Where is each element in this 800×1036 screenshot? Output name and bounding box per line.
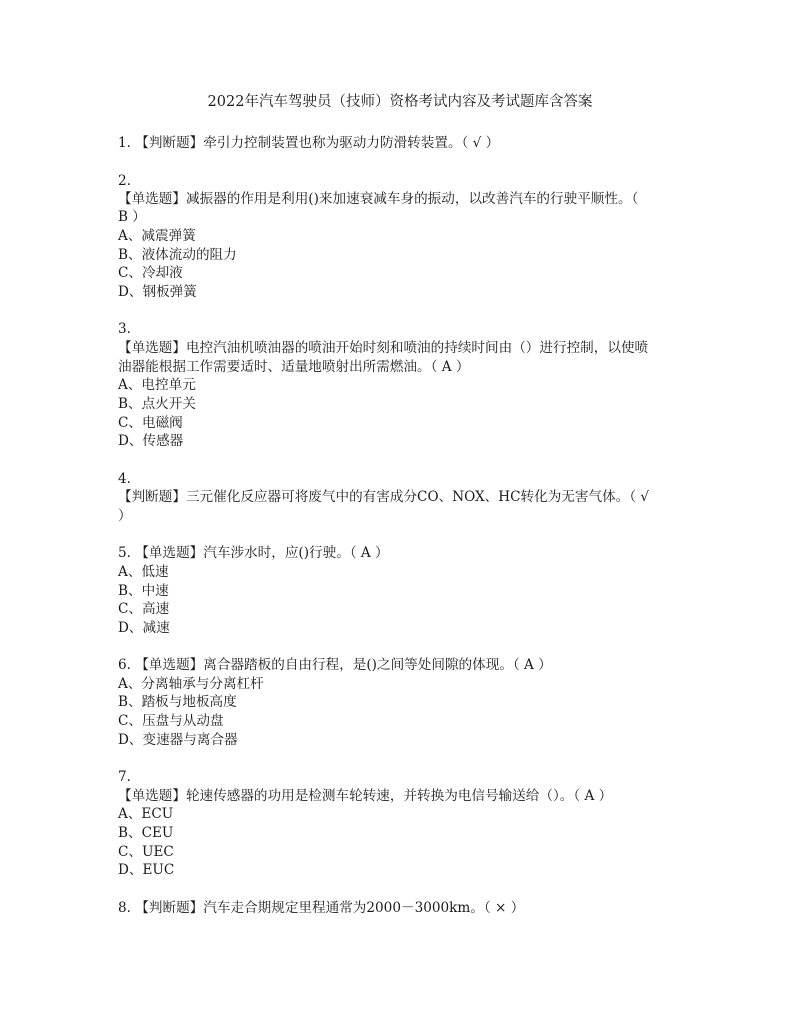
question-3-option-a: A、电控单元	[118, 377, 196, 393]
question-3-number: 3.	[118, 321, 131, 337]
question-7-option-a: A、ECU	[118, 806, 174, 822]
question-7-line-1: 【单选题】轮速传感器的功用是检测车轮转速，并转换为电信号输送给（）。（ A ）	[118, 788, 613, 804]
question-5-option-c: C、高速	[118, 601, 170, 617]
question-6-option-d: D、变速器与离合器	[118, 732, 238, 748]
question-2-line-1: 【单选题】减振器的作用是利用()来加速衰减车身的振动，以改善汽车的行驶平顺性。（	[118, 191, 639, 207]
question-3-option-b: B、点火开关	[118, 396, 196, 412]
question-5-option-d: D、减速	[118, 620, 170, 636]
question-5-line-1: 5. 【单选题】汽车涉水时，应()行驶。（ A ）	[118, 545, 389, 561]
question-1-line-1: 1. 【判断题】牵引力控制装置也称为驱动力防滑转装置。（ √ ）	[118, 135, 500, 151]
question-2-option-a: A、减震弹簧	[118, 228, 196, 244]
question-3-option-d: D、传感器	[118, 433, 184, 449]
question-8-line-1: 8. 【判断题】汽车走合期规定里程通常为2000－3000km。（ × ）	[118, 900, 525, 916]
question-5-option-a: A、低速	[118, 564, 169, 580]
page-title: 2022年汽车驾驶员（技师）资格考试内容及考试题库含答案	[207, 94, 593, 110]
question-2-line-2: B ）	[118, 209, 146, 225]
question-4-line-2: ）	[118, 508, 132, 524]
question-6-option-c: C、压盘与从动盘	[118, 713, 224, 729]
question-2-option-c: C、冷却液	[118, 265, 183, 281]
question-2-number: 2.	[118, 173, 131, 189]
question-4-line-1: 【判断题】三元催化反应器可将废气中的有害成分CO、NOX、HC转化为无害气体。（ √	[118, 489, 650, 505]
question-3-line-1: 【单选题】电控汽油机喷油器的喷油开始时刻和喷油的持续时间由（）进行控制，以使喷	[118, 340, 649, 356]
question-7-number: 7.	[118, 769, 131, 785]
question-3-line-2: 油器能根据工作需要适时、适量地喷射出所需燃油。（ A ）	[118, 359, 470, 375]
question-3-option-c: C、电磁阀	[118, 415, 183, 431]
question-5-option-b: B、中速	[118, 583, 169, 599]
question-7-option-c: C、UEC	[118, 844, 174, 860]
question-2-option-d: D、钢板弹簧	[118, 284, 197, 300]
question-6-option-b: B、踏板与地板高度	[118, 694, 237, 710]
question-4-number: 4.	[118, 471, 131, 487]
question-7-option-d: D、EUC	[118, 862, 175, 878]
question-6-option-a: A、分离轴承与分离杠杆	[118, 676, 264, 692]
question-2-option-b: B、液体流动的阻力	[118, 247, 237, 263]
question-6-line-1: 6. 【单选题】离合器踏板的自由行程，是()之间等处间隙的体现。（ A ）	[118, 657, 552, 673]
question-7-option-b: B、CEU	[118, 825, 174, 841]
